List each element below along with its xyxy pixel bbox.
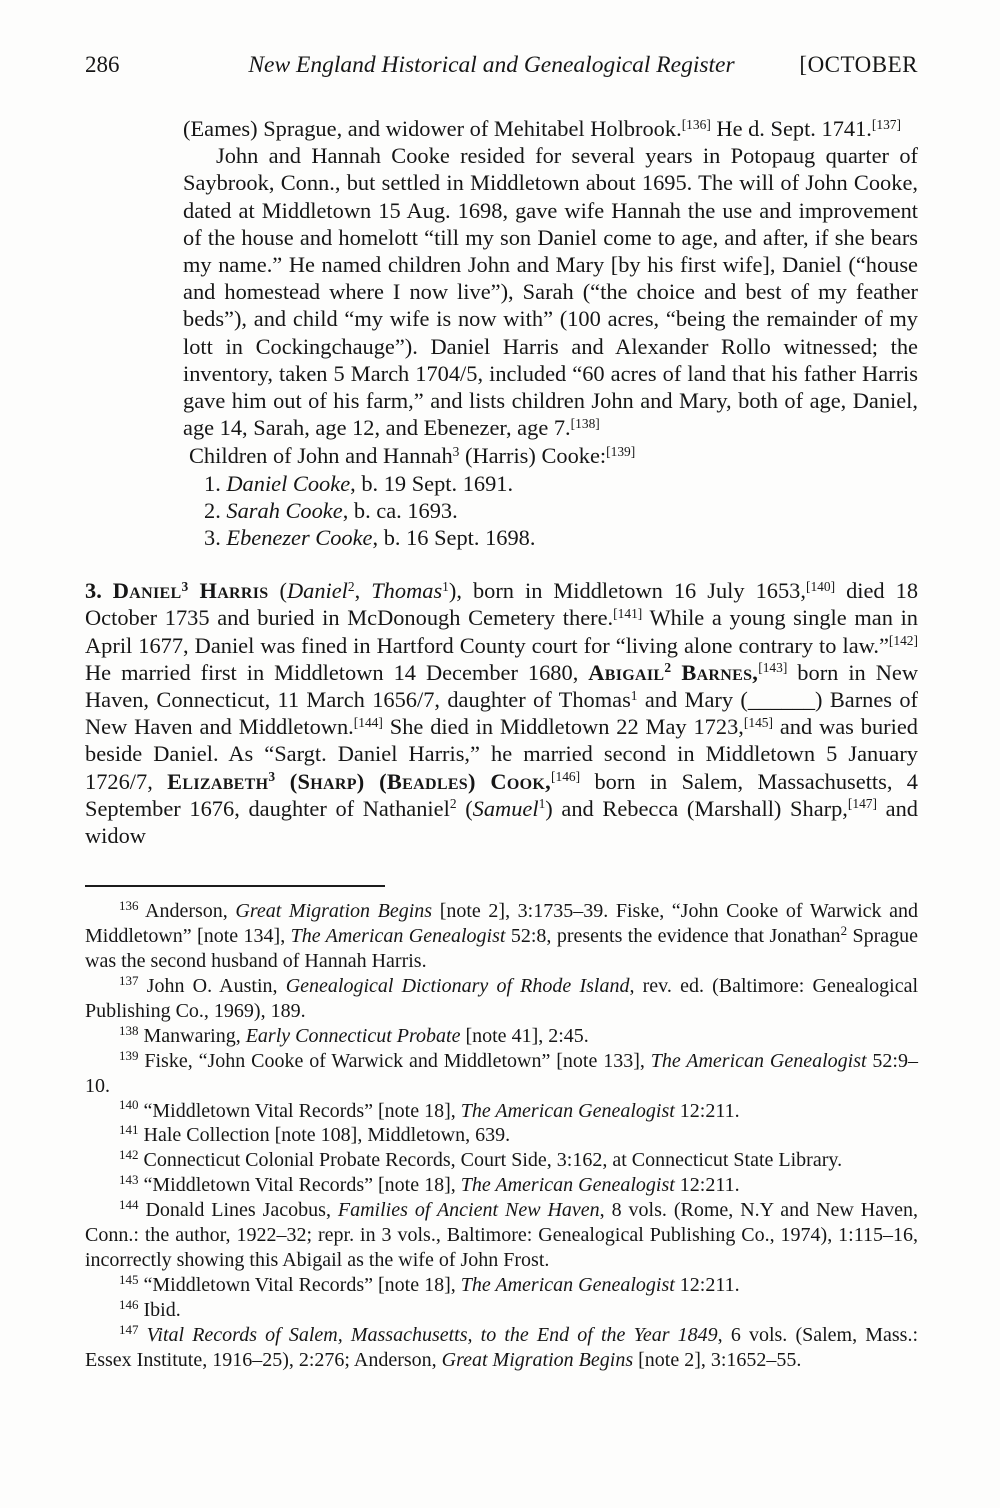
text-run: 3	[268, 769, 276, 785]
footnote-143	[85, 1173, 918, 1198]
text-run: (Sharp) (Beadles) Cook,	[275, 768, 551, 794]
header-issue-label: [OCTOBER	[799, 52, 918, 77]
text-run: , 8 vols. (Rome, N.Y and New Haven, Conn.: the author, 1922–32; repr. in 3 vols., Baltimore: Genealogical Publishing Co., 1974), 1:115–16, incorrectly showing this Abigail as the wife of John Frost.	[85, 1199, 918, 1271]
section-daniel-harris	[85, 577, 918, 849]
text-run: 1	[630, 687, 638, 703]
text-run: The American Genealogist	[460, 1273, 675, 1296]
footnote-ref: [137]	[871, 116, 901, 132]
text-run: Fiske, “John Cooke of Warwick and Middletown” [note 133],	[138, 1049, 651, 1072]
text-run: Great Migration Begins	[441, 1348, 634, 1371]
text-run: 1	[442, 578, 449, 594]
text-run: John O. Austin,	[138, 975, 286, 997]
footnote-ref: 146	[119, 1296, 139, 1312]
footnote-ref: 145	[119, 1271, 139, 1287]
footnote-ref: [140]	[805, 578, 836, 594]
text-run: 3.	[204, 525, 227, 551]
text-run: 2	[840, 923, 848, 939]
text-run: Abigail	[588, 659, 665, 685]
text-run: 3.	[85, 578, 113, 604]
footnote-137	[85, 974, 918, 1024]
text-run: 2.	[204, 497, 227, 523]
footnote-147	[85, 1323, 918, 1373]
text-run: He d. Sept. 1741.	[710, 116, 872, 141]
footnote-146	[85, 1298, 918, 1323]
footnote-ref: [146]	[551, 769, 581, 785]
text-run: Manwaring,	[138, 1024, 246, 1047]
footnote-140	[85, 1099, 918, 1124]
footnote-ref: 141	[119, 1122, 139, 1138]
text-run: Early Connecticut Probate	[245, 1024, 461, 1047]
text-run: ,	[354, 578, 372, 604]
text-run: Elizabeth	[167, 768, 269, 794]
text-run: John and Hannah Cooke resided for several years in Potopaug quarter of Saybrook, Conn., but settled in Middletown about 1695. The will of John Cooke, dated at Middletown 15 Aug. 1698, gave wife Hannah the use and improvement of the house and homelott “till my son Daniel come to age, and after, if she bears my name.” He named children John and Mary [by his first wife], Daniel (“house and homestead where I now live”), Sarah (“the choice and best of my feather beds”), and child “my wife is now with” (100 acres, “being the remainder of my lott in Cockingchauge”). Daniel Harris and Alexander Rollo witnessed; the inventory, taken 5 March 1704/5, included “60 acres of land that his father Harris gave him out of his farm,” and lists children John and Mary, both of age, Daniel, age 14, Sarah, age 12, and Ebenezer, age 7.	[183, 143, 918, 441]
footnote-139	[85, 1049, 918, 1099]
text-run: (Harris) Cooke:	[459, 443, 607, 469]
footnote-145	[85, 1273, 918, 1298]
footnote-ref: [139]	[606, 444, 636, 460]
footnote-ref: 144	[119, 1197, 139, 1213]
text-run: born in Salem, Massachusetts, 4 September 1676, daughter of Nathaniel	[85, 768, 918, 821]
text-run: , b. 16 Sept. 1698.	[372, 525, 536, 551]
text-run: (	[456, 795, 473, 821]
text-run: Thomas	[371, 578, 443, 604]
text-run: 3	[452, 444, 460, 460]
footnote-136	[85, 899, 918, 974]
text-run: [note 2], 3:1735–39. Fiske, “John Cooke of Warwick and Middletown” [note 134],	[85, 900, 918, 948]
footnote-ref: [138]	[570, 415, 600, 431]
text-run: and was buried beside Daniel. As “Sargt. Daniel Harris,” he married second in Middletown 5 January 1726/7,	[85, 714, 918, 794]
text-run: The American Genealogist	[290, 925, 506, 948]
text-run: Families of Ancient New Haven	[337, 1199, 600, 1222]
text-run: The American Genealogist	[650, 1049, 867, 1072]
footnote-138	[85, 1024, 918, 1049]
text-run: 2	[347, 578, 355, 594]
text-run: , b. ca. 1693.	[342, 497, 458, 523]
text-run: “Middletown Vital Records” [note 18],	[138, 1174, 461, 1197]
footnote-141	[85, 1123, 918, 1148]
text-run: ) and Rebecca (Marshall) Sharp,	[545, 795, 848, 821]
text-run: Connecticut Colonial Probate Records, Court Side, 3:162, at Connecticut State Library.	[138, 1149, 843, 1172]
text-run: Daniel	[112, 578, 182, 604]
text-run: Genealogical Dictionary of Rhode Island	[285, 975, 630, 997]
text-run: 1	[538, 796, 546, 812]
text-run: While a young single man in April 1677, Daniel was fined in Hartford County court for “living alone contrary to law.”	[85, 605, 918, 658]
text-run: “Middletown Vital Records” [note 18],	[138, 1099, 461, 1122]
text-run: Great Migration Begins	[235, 900, 433, 923]
header-title: New England Historical and Genealogical Register	[248, 52, 735, 78]
text-run	[139, 1324, 147, 1346]
text-run: Children of John and Hannah	[189, 443, 453, 469]
footnote-ref: 142	[119, 1147, 139, 1163]
footnote-ref: [141]	[613, 606, 643, 622]
footnote-142	[85, 1148, 918, 1173]
text-run: She died in Middletown 22 May 1723,	[382, 714, 744, 740]
footnote-ref: 136	[119, 898, 139, 914]
text-run: Samuel	[472, 795, 539, 821]
paragraph-sprague-continuation	[183, 115, 918, 142]
text-run: 52:9–10.	[85, 1049, 918, 1097]
text-run: (	[268, 578, 287, 604]
page-number: 286	[85, 52, 120, 77]
text-run: ), born in Middletown 16 July 1653,	[448, 578, 806, 604]
text-run: Ibid.	[138, 1298, 181, 1321]
paragraph-john-hannah-cooke	[183, 142, 918, 441]
child-list-item-1	[204, 470, 918, 497]
text-run: Ebenezer Cooke	[226, 525, 373, 551]
footnote-ref: 147	[119, 1321, 139, 1337]
text-run: 2	[449, 796, 457, 812]
text-run: born in New Haven, Connecticut, 11 March 1656/7, daughter of Thomas	[85, 659, 919, 713]
text-run: [note 2], 3:1652–55.	[633, 1348, 802, 1371]
footnote-ref: [144]	[353, 714, 383, 730]
child-list-item-2	[204, 497, 918, 524]
footnote-separator-rule	[85, 885, 385, 887]
text-run: 52:8, presents the evidence that Jonathan	[505, 925, 841, 948]
text-run: 3	[181, 578, 189, 594]
text-run: Sprague was the second husband of Hannah Harris.	[85, 925, 919, 973]
text-run: and widow	[85, 795, 918, 849]
text-run: Harris	[188, 578, 269, 604]
text-run: Donald Lines Jacobus,	[138, 1199, 338, 1222]
text-run: Vital Records of Salem, Massachusetts, to the End of the Year 1849	[146, 1323, 718, 1346]
footnote-ref: 137	[119, 972, 139, 988]
text-run: The American Genealogist	[460, 1099, 675, 1122]
footnote-ref: 139	[119, 1047, 139, 1063]
text-run: Hale Collection [note 108], Middletown, 639.	[138, 1124, 511, 1147]
text-run: (Eames) Sprague, and widower of Mehitabel Holbrook.	[183, 116, 682, 141]
text-run: 2	[664, 660, 672, 676]
text-run: , b. 19 Sept. 1691.	[350, 470, 514, 496]
footnote-ref: [145]	[743, 714, 773, 730]
text-run: , rev. ed. (Baltimore: Genealogical Publishing Co., 1969), 189.	[85, 975, 919, 1022]
running-head	[85, 52, 918, 79]
text-run: [note 41], 2:45.	[460, 1024, 589, 1047]
text-run: 1.	[204, 470, 227, 496]
text-run: Sarah Cooke	[226, 497, 343, 523]
footnote-144	[85, 1198, 918, 1273]
text-run: Anderson,	[138, 900, 236, 923]
text-run: The American Genealogist	[460, 1174, 675, 1197]
footnote-ref: 138	[119, 1022, 139, 1038]
text-run: and Mary (______) Barnes of New Haven and Middletown.	[85, 687, 919, 740]
text-run: 12:211.	[674, 1174, 740, 1197]
text-run: Daniel	[286, 578, 348, 604]
text-run: Barnes,	[671, 659, 759, 685]
footnote-ref: 143	[119, 1172, 139, 1188]
footnote-ref: [136]	[681, 116, 711, 132]
text-run: died 18 October 1735 and buried in McDonough Cemetery there.	[85, 578, 919, 631]
text-run: He married first in Middletown 14 December 1680,	[85, 659, 589, 685]
text-run: 12:211.	[674, 1099, 740, 1122]
footnote-ref: [143]	[758, 660, 788, 676]
footnote-ref: [147]	[847, 796, 877, 812]
child-list-item-3	[204, 524, 918, 551]
children-heading	[189, 442, 918, 469]
footnotes-block	[85, 885, 918, 1372]
text-run: Daniel Cooke	[226, 470, 351, 496]
footnote-ref: [142]	[888, 633, 918, 649]
text-run: “Middletown Vital Records” [note 18],	[138, 1273, 461, 1296]
footnote-ref: 140	[119, 1097, 139, 1113]
text-run: , 6 vols. (Salem, Mass.: Essex Institute, 1916–25), 2:276; Anderson,	[85, 1323, 919, 1371]
text-run: 12:211.	[674, 1273, 740, 1296]
